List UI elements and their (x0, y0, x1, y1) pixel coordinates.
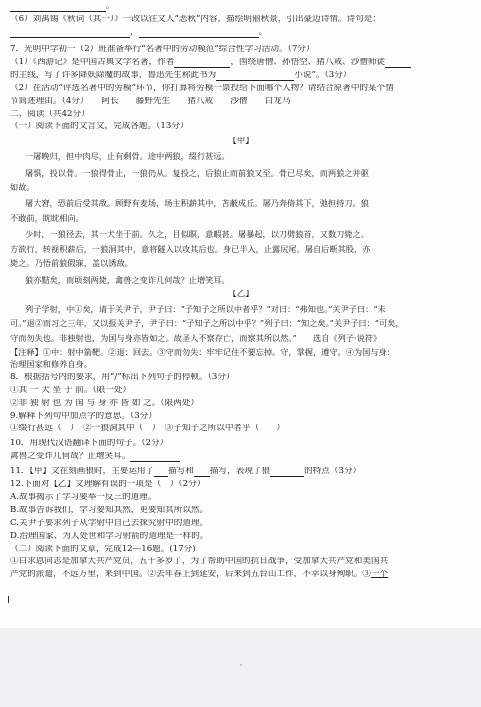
passage-yi-label: 【乙】 (228, 289, 254, 299)
section-reading-heading: 二、阅读（共42分） (10, 109, 90, 119)
question-9-items: ①缀行甚远（ ） ②一狼洞其中（ ） ③子知子之所以中者乎（ ） (10, 424, 285, 434)
question-6-6: （6）刘禹锡《秋词（其一）》一改以往文人“悲秋”内容，描绘明丽秋景，引出豪迈诗情。诗句是： (10, 15, 381, 24)
question-8-item-2: ②非 独 射 也 为 国 与 身 亦 皆 如 之。（限两处） (10, 398, 200, 408)
answer-blank-author[interactable] (174, 58, 230, 68)
passage-yi (10, 305, 472, 370)
question-10-sentence: 禽兽之变诈几何哉？止增笑耳。 (10, 452, 472, 462)
annotation-line: 【注释】①中：射中箭靶。②退：回去。③守而勿失：牢牢记住不要忘掉。守，掌握，遵守。④为国与身： (10, 348, 395, 358)
question-8-item-1: ①其 一 犬 坐 于 前。（限一处） (10, 385, 132, 395)
passage-line: 毙之。乃悟前狼假寐，盖以诱敌。 (10, 259, 133, 269)
answer-blank[interactable] (130, 452, 180, 462)
option-b: B.故事告诉我们，学习要知其然，更要知其所以然。 (10, 505, 209, 515)
passage-line: 守而勿失也。非独射也，为国与身亦皆如之。故圣人不察存亡，而察其所以然。” 选自《列子·说符》 (10, 333, 382, 343)
question-7-2: （2）在活动“评选名著中的劳模”环节，你打算将劳模一票投给下面哪个人物？请结合原著中的某个情 (10, 83, 394, 93)
question-12: 12.下面对【乙】文理解有误的一项是（ ）（2分） (10, 480, 206, 490)
option-d: D.治理国家、为人处世和学习射箭的道理是一样的。 (10, 531, 209, 541)
question-7: 7．光明中学初一（2）班准备举行“名著中的劳动模范”综合性学习活动。（7分） (10, 44, 315, 54)
passage-jia-label: 【甲】 (228, 137, 254, 147)
option-a: A.故事揭示了学习要举一反三的道理。 (10, 493, 157, 503)
answer-blank[interactable] (139, 28, 259, 38)
passage-line: 列子学射，中①矣，请于关尹子，尹子曰：“子知子之所以中者乎？”对曰：“弗知也。”关尹子曰：“未 (25, 304, 386, 314)
passage-line: 一屠晚归，担中肉尽，止有剩骨。途中两狼，缀行甚远。 (25, 152, 230, 162)
passage-line: 方欲行，转视积薪后，一狼洞其中，意将隧入以攻其后也。身已半入，止露尻尾。屠自后断其股，亦 (10, 244, 371, 254)
page-indicator-dot (240, 664, 242, 666)
answer-line-poem: ， 。 (10, 28, 472, 38)
question-11: 11．【甲】文在刻画狼时，主要运用了 描写和 描写，表现了狼 的特点（3分） (10, 467, 362, 477)
passage-line: 少时，一狼径去，其一犬坐于前。久之，目似瞑，意暇甚。屠暴起，以刀劈狼首，又数刀毙之。 (25, 230, 369, 240)
answer-blank-genre[interactable] (216, 71, 294, 81)
question-8: 8．根据括号内的要求，用“/”标出下列句子的停顿。（3分） (10, 372, 235, 382)
line-1: 。 (10, 2, 472, 12)
answer-blank[interactable] (194, 467, 210, 477)
passage-line: 狼亦黠矣，而顷刻两毙，禽兽之变诈几何哉？止增笑耳。 (25, 275, 230, 285)
answer-blank[interactable] (10, 28, 130, 38)
passage-line: 不敢前，眈眈相向。 (10, 213, 84, 223)
passage-jia (10, 152, 472, 285)
question-9: 9.解释下列句中加点字的意思。（3分） (10, 411, 157, 421)
passage-line: 如故。 (10, 182, 35, 192)
passage-modern-line: 产党的派遣，不远万里，来到中国。②去年春上到延安，后来到五台山工作，不幸以身殉职。③一个 (10, 570, 389, 580)
annotation-line: 治理国家和修养自身。 (10, 360, 92, 370)
answer-blank[interactable] (270, 467, 304, 477)
answer-blank[interactable] (385, 58, 411, 68)
question-7-1-part1: （1）《西游记》是中国古典文学名著，作者 ，围绕唐僧、孙悟空、猪八戒、沙僧师徒 (10, 58, 472, 68)
question-7-2-options: 节简述理由。（4分） 阿长 藤野先生 猪八戒 沙僧 白龙马 (10, 96, 291, 106)
option-c: C.关尹子要求列子从学射中自己去探究射中的道理。 (10, 518, 209, 528)
passage-modern-line: ①白求恩同志是加拿大共产党员，五十多岁了，为了帮助中国的抗日战争，受加拿大共产党和美国共 (10, 557, 389, 567)
question-10: 10．用现代汉语翻译下面的句子。（2分） (10, 439, 169, 449)
passage-line: 屠惧，投以骨。一狼得骨止，一狼仍从。复投之，后狼止而前狼又至。骨已尽矣，而两狼之并驱 (25, 168, 369, 178)
subsection-classical-heading: （一）阅读下面的文言文，完成各题。（13分） (10, 122, 189, 132)
answer-blank[interactable] (154, 467, 168, 477)
question-7-1-part2: 的主线，写了许多降妖除魔的故事，鲁迅先生称此书为 小说”。（3分） (10, 70, 352, 80)
exam-text (10, 2, 472, 580)
answer-blank[interactable] (10, 2, 106, 12)
viewer-footer (0, 628, 481, 707)
subsection-modern-heading: （二）阅读下面的文章，完成12—16题。(17分) (10, 544, 196, 554)
passage-line: 屠大窘，恐前后受其敌。顾野有麦场，场主积薪其中，苫蔽成丘。屠乃奔倚其下，弛担持刀。狼 (25, 199, 369, 209)
margin-mark (8, 596, 9, 603)
passage-line: 可。”退②而习之三年，又以报关尹子，尹子曰：“子知子之所以中乎？”列子曰：“知之矣。”关尹子曰：“可矣， (10, 319, 404, 329)
